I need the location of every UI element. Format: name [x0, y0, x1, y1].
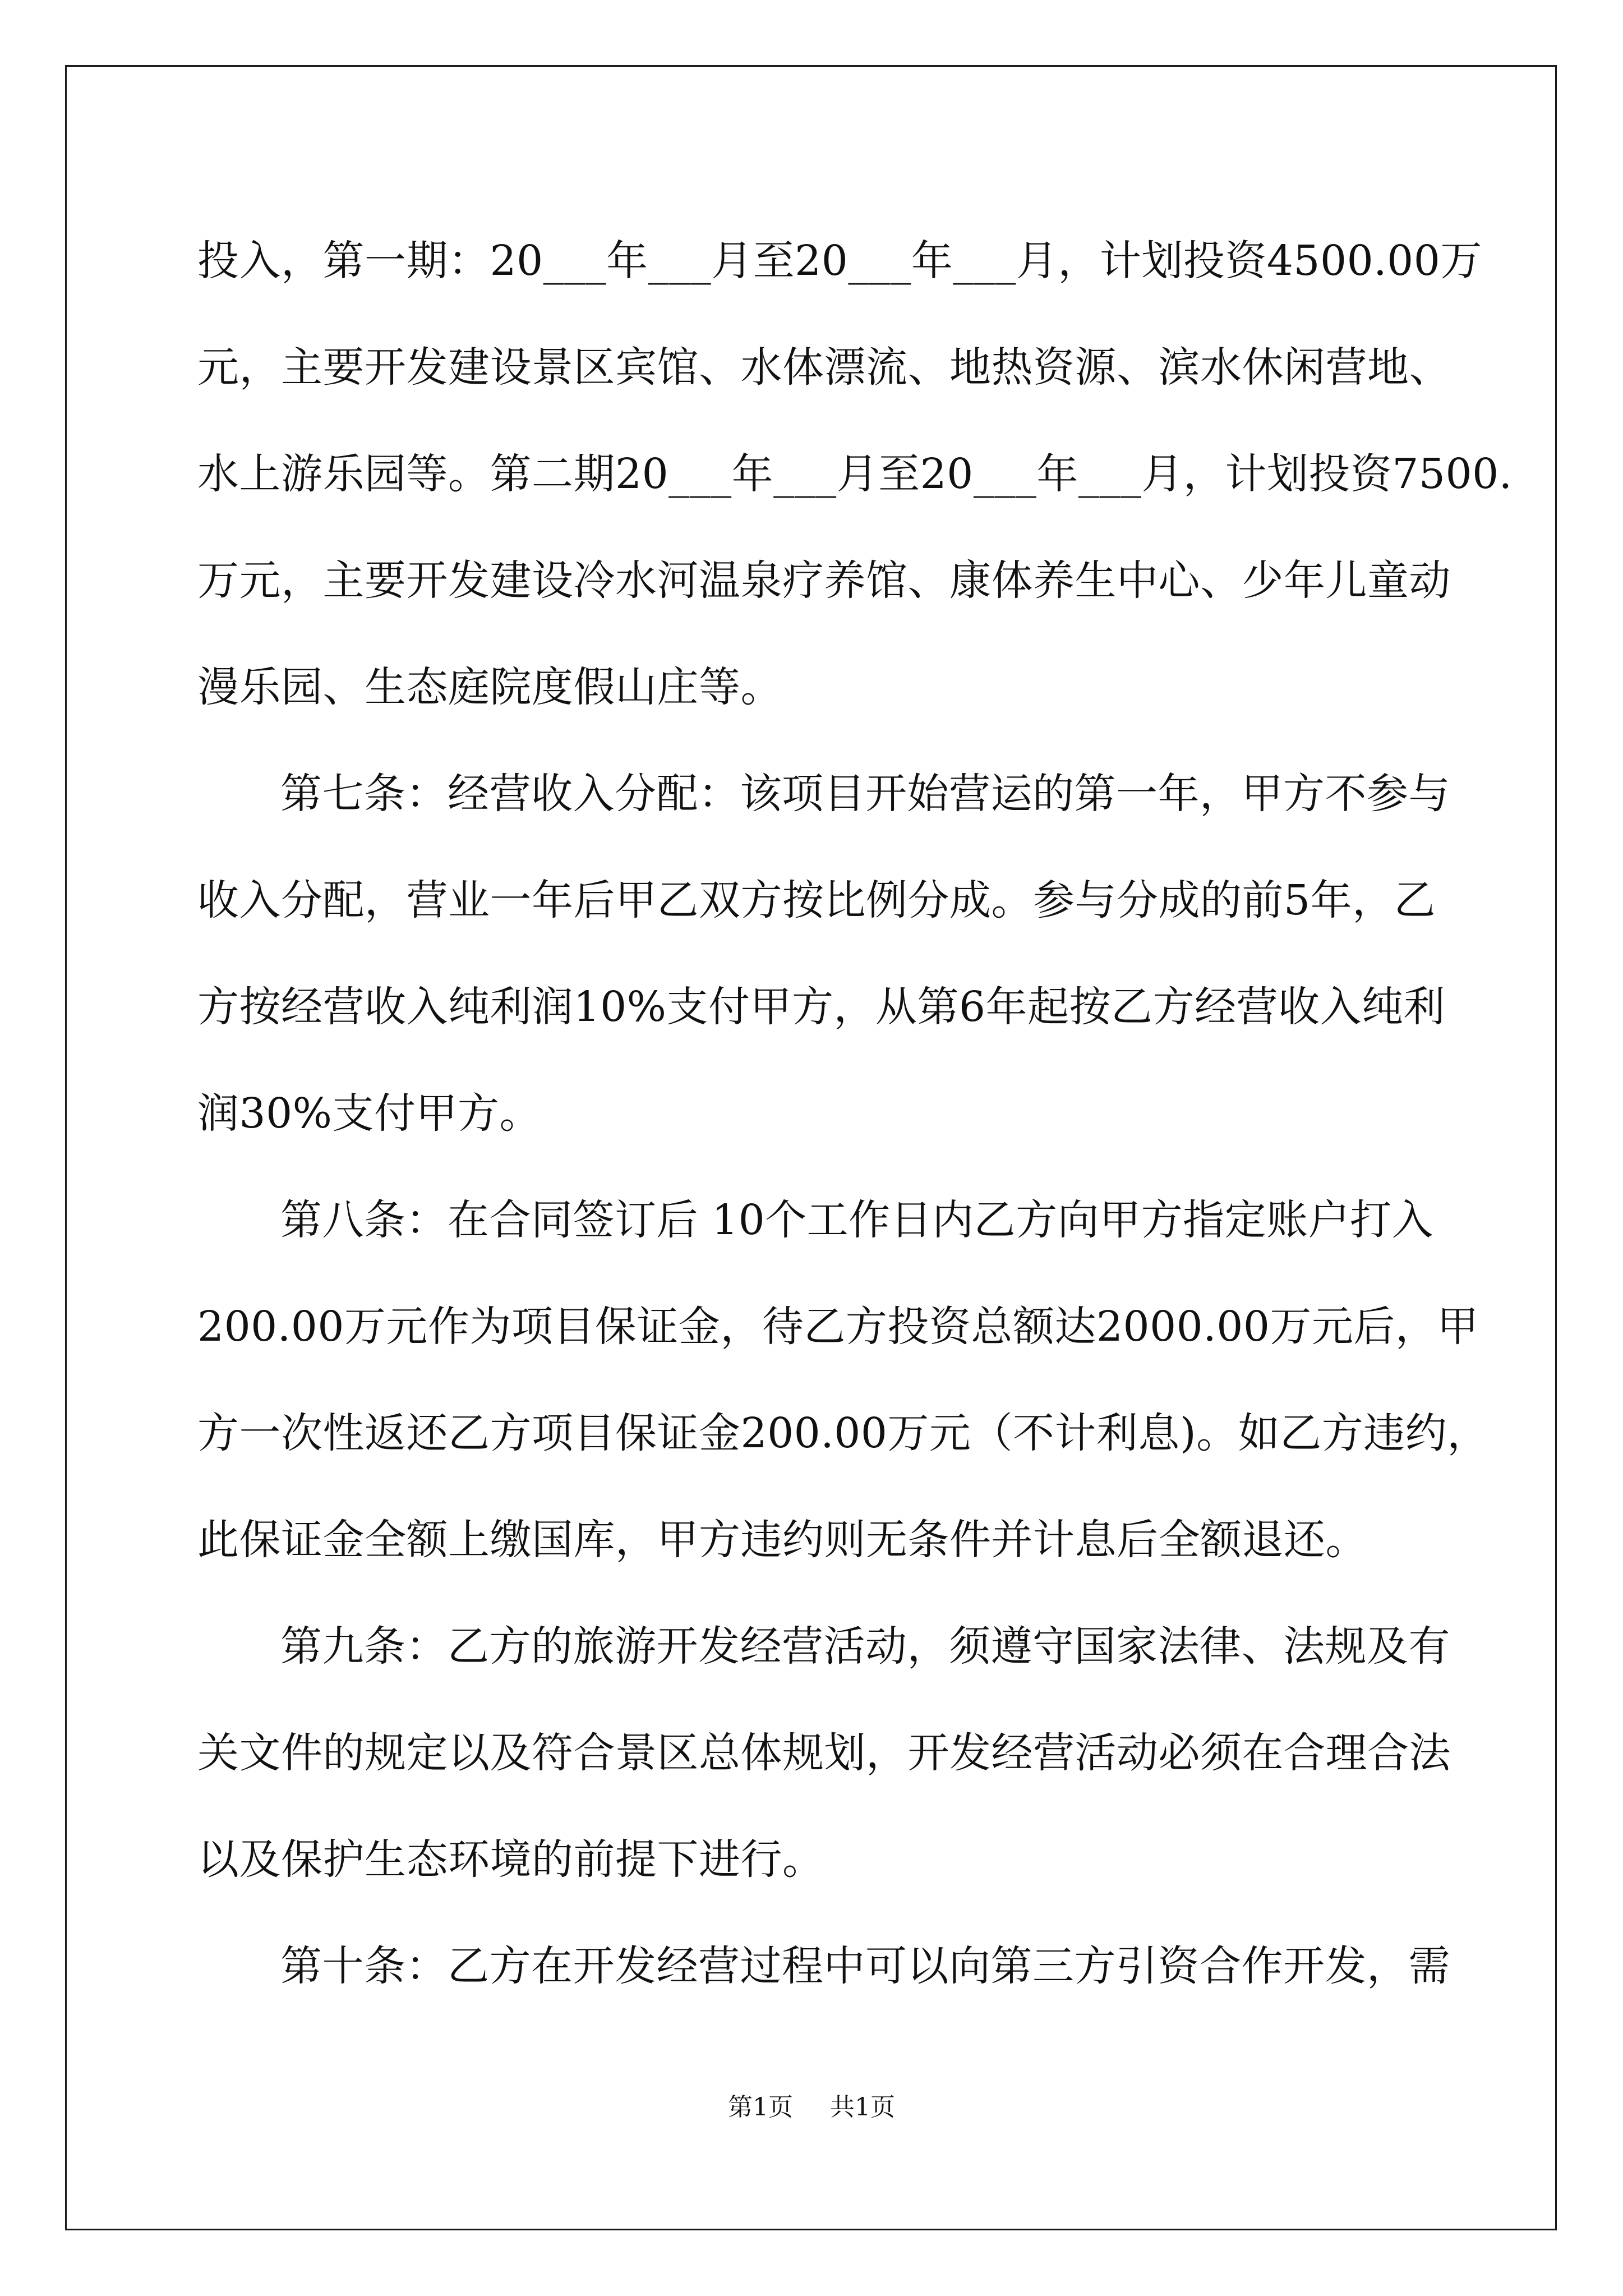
article-7-heading-line: 第七条：经营收入分配：该项目开始营运的第一年，甲方不参与 [280, 770, 1450, 818]
article-10-heading-line: 第十条：乙方在开发经营过程中可以向第三方引资合作开发，需 [280, 1942, 1450, 1990]
page-total: 共1页 [830, 2093, 895, 2122]
document-body [197, 208, 1513, 2019]
text-line: 此保证金全额上缴国库，甲方违约则无条件并计息后全额退还。 [197, 1516, 1367, 1564]
text-line: 以及保护生态环境的前提下进行。 [197, 1835, 824, 1884]
text-line: 200.00万元作为项目保证金，待乙方投资总额达2000.00万元后，甲 [197, 1303, 1479, 1351]
article-9-heading-line: 第九条：乙方的旅游开发经营活动，须遵守国家法律、法规及有 [280, 1622, 1450, 1671]
text-line: 关文件的规定以及符合景区总体规划，开发经营活动必须在合理合法 [197, 1729, 1451, 1777]
text-line: 投入，第一期：20___年___月至20___年___月，计划投资4500.00万 [197, 237, 1482, 285]
page-number: 第1页 [728, 2093, 793, 2122]
article-8-heading-line: 第八条：在合同签订后 10个工作日内乙方向甲方指定账户打入 [280, 1196, 1434, 1244]
text-line: 漫乐园、生态庭院度假山庄等。 [197, 663, 782, 711]
page-footer [0, 2087, 1623, 2123]
text-line: 润30%支付甲方。 [197, 1089, 541, 1138]
text-line: 元，主要开发建设景区宾馆、水体漂流、地热资源、滨水休闲营地、 [197, 343, 1451, 392]
text-line: 方按经营收入纯利润10%支付甲方，从第6年起按乙方经营收入纯利 [197, 983, 1446, 1031]
text-line: 方一次性返还乙方项目保证金200.00万元（不计利息)。如乙方违约， [197, 1409, 1489, 1457]
text-line: 万元，主要开发建设冷水河温泉疗养馆、康体养生中心、少年儿童动 [197, 556, 1451, 605]
text-line: 收入分配，营业一年后甲乙双方按比例分成。参与分成的前5年，乙 [197, 876, 1436, 924]
text-line: 水上游乐园等。第二期20___年___月至20___年___月，计划投资7500. [197, 450, 1513, 498]
